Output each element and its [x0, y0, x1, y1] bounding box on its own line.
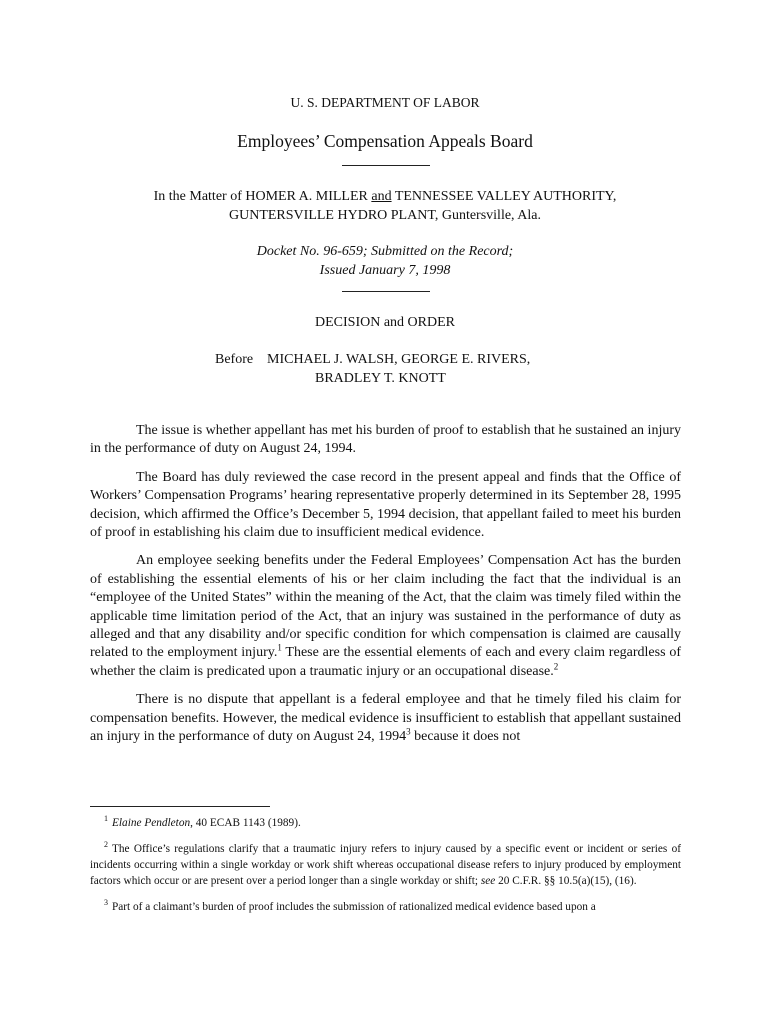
title-divider [342, 165, 430, 166]
decision-title: DECISION and ORDER [315, 315, 455, 330]
footnote-3-text: Part of a claimant’s burden of proof includes the submission of rationalized medical evidence based upon a [112, 901, 596, 913]
docket-divider [342, 291, 430, 292]
footnote-2-text: The Office’s regulations clarify that a traumatic injury refers to injury caused by a specific event or incident or series of incidents occurring within a single workday or work shift whereas occupational disease refers to injury produced by employment factors which occur or are present over a period longer than a single workday or shift; [90, 843, 681, 887]
caption-and: and [371, 189, 392, 204]
panel-line-1: MICHAEL J. WALSH, GEORGE E. RIVERS, [267, 352, 531, 367]
footnote-1-mark: 1 [104, 814, 108, 824]
paragraph-review: The Board has duly reviewed the case record in the present appeal and finds that the Office of Workers’ Compensation Programs’ hearing representative properly determined in its September 28, 1995 decision, which affirmed the Office’s December 5, 1994 decision, that appellant failed to meet his burden of proof in establishing his claim due to insufficient medical evidence. [90, 469, 681, 541]
agency-name: U. S. DEPARTMENT OF LABOR [290, 95, 480, 110]
docket-line-2: Issued January 7, 1998 [319, 263, 451, 278]
case-location-line: GUNTERSVILLE HYDRO PLANT, Guntersville, Ala. [229, 208, 541, 223]
docket-line-1: Docket No. 96-659; Submitted on the Record; [256, 244, 514, 259]
footnote-ref-3: 3 [406, 726, 411, 737]
docket-info [0, 242, 770, 280]
footnote-ref-1: 1 [277, 642, 282, 653]
paragraph-burden-text-a: An employee seeking benefits under the Federal Employees’ Compensation Act has the burden of establishing the essential elements of his or her claim including the fact that the individual is an “employee of the United States” within the meaning of the Act, that the claim was timely filed within the applicable time limitation period of the Act, that an injury was sustained in the performance of duty as alleged and that any disability and/or specific condition for which compensation is claimed are causally related to the employment injury. [90, 553, 681, 661]
footnote-2 [90, 841, 681, 889]
footnote-divider [90, 806, 270, 807]
footnote-3-mark: 3 [104, 898, 108, 908]
paragraph-burden [90, 552, 681, 681]
paragraph-dispute [90, 691, 681, 746]
footnote-2-mark: 2 [104, 840, 108, 850]
paragraph-dispute-text-b: because it does not [410, 729, 521, 745]
case-parties-line [0, 187, 770, 206]
caption-suffix: TENNESSEE VALLEY AUTHORITY, [391, 189, 617, 204]
decision-body [90, 422, 681, 757]
board-title: Employees’ Compensation Appeals Board [237, 131, 533, 151]
panel-label: Before [215, 352, 254, 367]
paragraph-dispute-text-a: There is no dispute that appellant is a federal employee and that he timely filed his claim for compensation benefits. However, the medical evidence is insufficient to establish that appellant sustained an injury in the performance of duty on August 24, 1994 [90, 692, 681, 745]
footnote-3 [90, 899, 681, 915]
paragraph-issue: The issue is whether appellant has met his burden of proof to establish that he sustained an injury in the performance of duty on August 24, 1994. [90, 423, 681, 457]
case-caption [0, 187, 770, 225]
panel-line-2: BRADLEY T. KNOTT [315, 371, 446, 386]
footnote-1 [90, 815, 681, 831]
footnote-2-cite: 20 C.F.R. §§ 10.5(a)(15), (16). [495, 875, 637, 887]
footnote-2-see: see [480, 875, 496, 887]
paragraph-burden-text-b: These are the essential elements of each and every claim regardless of whether the claim is predicated upon a traumatic injury or an occupational disease. [90, 645, 681, 679]
footnotes [90, 815, 681, 925]
panel-members [215, 350, 530, 388]
footnote-1-cite: , 40 ECAB 1143 (1989). [190, 817, 301, 829]
footnote-1-case: Elaine Pendleton [112, 817, 191, 829]
caption-prefix: In the Matter of HOMER A. MILLER [153, 189, 372, 204]
footnote-ref-2: 2 [553, 661, 559, 672]
